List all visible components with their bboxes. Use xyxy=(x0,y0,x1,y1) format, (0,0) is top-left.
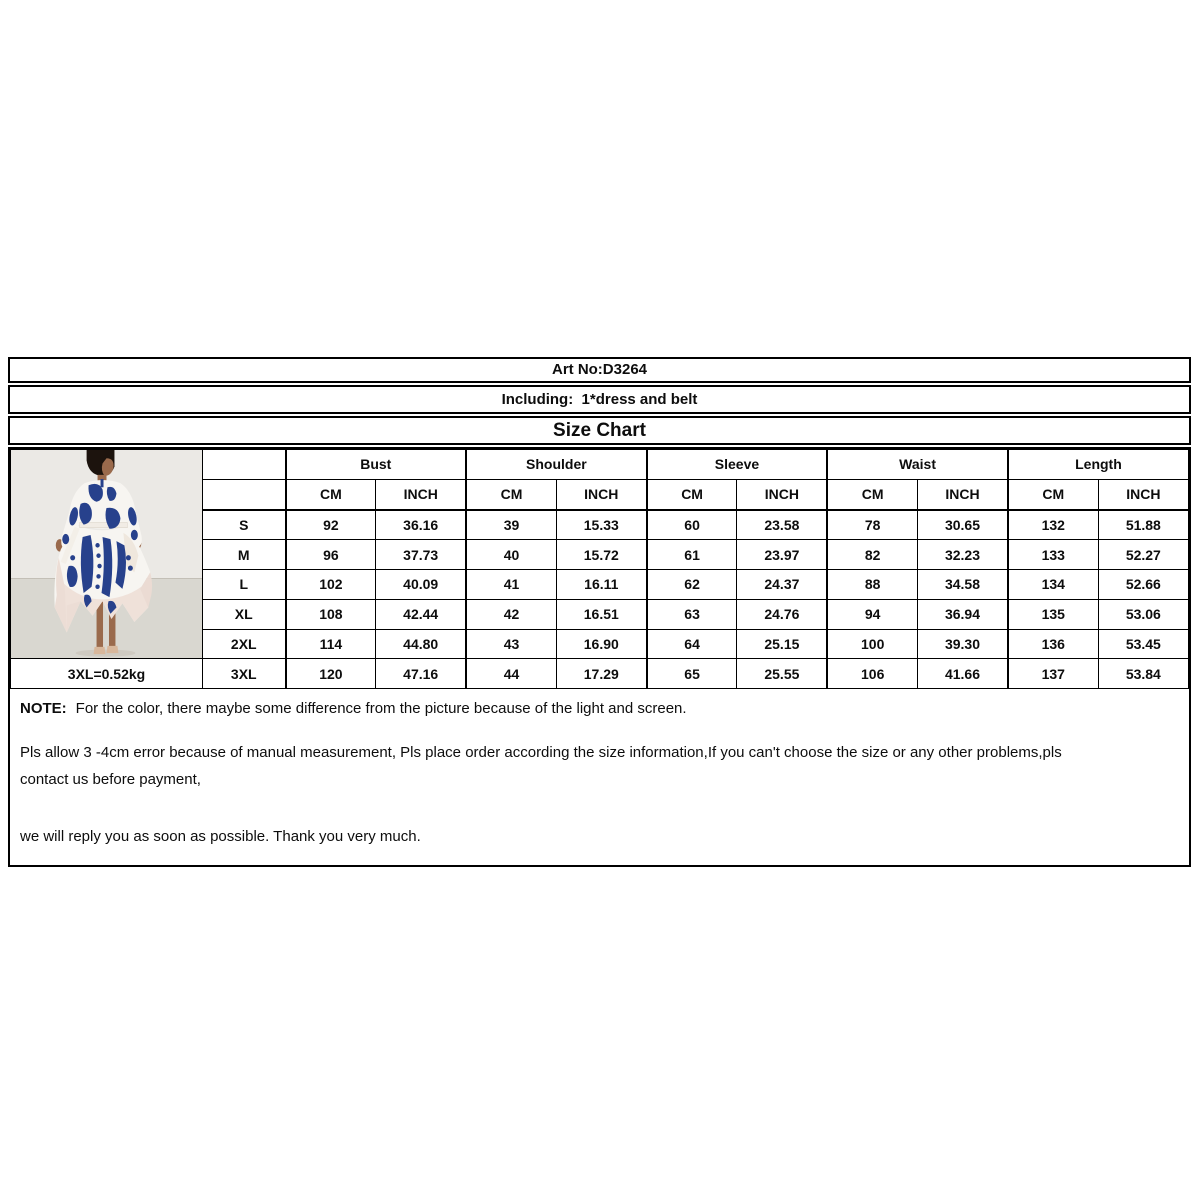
unit-header-cm: CM xyxy=(647,479,737,509)
value-cell: 61 xyxy=(647,540,737,570)
value-cell: 132 xyxy=(1008,510,1098,540)
value-cell: 34.58 xyxy=(918,570,1008,600)
value-cell: 120 xyxy=(286,659,376,689)
size-table-body xyxy=(11,450,1189,689)
value-cell: 53.06 xyxy=(1098,599,1188,629)
value-cell: 52.27 xyxy=(1098,540,1188,570)
value-cell: 53.45 xyxy=(1098,629,1188,659)
size-label-cell: L xyxy=(203,570,286,600)
value-cell: 42 xyxy=(466,599,556,629)
column-group-shoulder: Shoulder xyxy=(466,450,647,480)
size-chart-title: Size Chart xyxy=(8,416,1191,445)
value-cell: 136 xyxy=(1008,629,1098,659)
unit-header-inch: INCH xyxy=(1098,479,1188,509)
value-cell: 94 xyxy=(827,599,917,629)
value-cell: 62 xyxy=(647,570,737,600)
value-cell: 47.16 xyxy=(376,659,466,689)
unit-header-cm: CM xyxy=(1008,479,1098,509)
value-cell: 41.66 xyxy=(918,659,1008,689)
value-cell: 32.23 xyxy=(918,540,1008,570)
including-title: Including: 1*dress and belt xyxy=(8,385,1191,414)
column-group-bust: Bust xyxy=(286,450,467,480)
value-cell: 16.11 xyxy=(556,570,646,600)
size-label-cell: 2XL xyxy=(203,629,286,659)
size-table xyxy=(10,449,1189,689)
value-cell: 36.94 xyxy=(918,599,1008,629)
reply-note: we will reply you as soon as possible. Thank you very much. xyxy=(20,828,421,845)
size-label-cell: M xyxy=(203,540,286,570)
value-cell: 36.16 xyxy=(376,510,466,540)
product-photo xyxy=(11,450,202,658)
size-table-box xyxy=(8,447,1191,867)
value-cell: 16.90 xyxy=(556,629,646,659)
dress-model-illustration xyxy=(11,450,202,658)
unit-header-cm: CM xyxy=(827,479,917,509)
unit-header-inch: INCH xyxy=(556,479,646,509)
product-photo-cell xyxy=(11,450,203,659)
value-cell: 41 xyxy=(466,570,556,600)
value-cell: 40 xyxy=(466,540,556,570)
empty-header-cell xyxy=(203,479,286,509)
empty-header-cell xyxy=(203,450,286,480)
value-cell: 133 xyxy=(1008,540,1098,570)
value-cell: 65 xyxy=(647,659,737,689)
value-cell: 24.37 xyxy=(737,570,827,600)
unit-header-inch: INCH xyxy=(376,479,466,509)
table-row xyxy=(11,659,1189,689)
unit-header-inch: INCH xyxy=(737,479,827,509)
value-cell: 15.72 xyxy=(556,540,646,570)
value-cell: 43 xyxy=(466,629,556,659)
value-cell: 23.58 xyxy=(737,510,827,540)
value-cell: 39 xyxy=(466,510,556,540)
value-cell: 137 xyxy=(1008,659,1098,689)
size-chart-sheet xyxy=(8,357,1191,867)
unit-header-inch: INCH xyxy=(918,479,1008,509)
weight-note-cell: 3XL=0.52kg xyxy=(11,659,203,689)
unit-header-cm: CM xyxy=(466,479,556,509)
value-cell: 92 xyxy=(286,510,376,540)
value-cell: 102 xyxy=(286,570,376,600)
art-no-title: Art No:D3264 xyxy=(8,357,1191,383)
measurement-note xyxy=(20,739,1179,793)
value-cell: 16.51 xyxy=(556,599,646,629)
color-note xyxy=(20,699,1179,719)
value-cell: 15.33 xyxy=(556,510,646,540)
value-cell: 23.97 xyxy=(737,540,827,570)
value-cell: 51.88 xyxy=(1098,510,1188,540)
value-cell: 52.66 xyxy=(1098,570,1188,600)
measurement-note-line1: Pls allow 3 -4cm error because of manual measurement, Pls place order according the size information,If you can't choose the size or any other problems,pls xyxy=(20,744,1062,761)
value-cell: 25.55 xyxy=(737,659,827,689)
value-cell: 63 xyxy=(647,599,737,629)
value-cell: 53.84 xyxy=(1098,659,1188,689)
value-cell: 96 xyxy=(286,540,376,570)
value-cell: 82 xyxy=(827,540,917,570)
value-cell: 134 xyxy=(1008,570,1098,600)
column-group-waist: Waist xyxy=(827,450,1008,480)
value-cell: 40.09 xyxy=(376,570,466,600)
value-cell: 135 xyxy=(1008,599,1098,629)
value-cell: 78 xyxy=(827,510,917,540)
value-cell: 42.44 xyxy=(376,599,466,629)
value-cell: 25.15 xyxy=(737,629,827,659)
size-label-cell: S xyxy=(203,510,286,540)
value-cell: 60 xyxy=(647,510,737,540)
value-cell: 106 xyxy=(827,659,917,689)
value-cell: 64 xyxy=(647,629,737,659)
value-cell: 44.80 xyxy=(376,629,466,659)
size-label-cell: XL xyxy=(203,599,286,629)
value-cell: 39.30 xyxy=(918,629,1008,659)
value-cell: 37.73 xyxy=(376,540,466,570)
value-cell: 100 xyxy=(827,629,917,659)
value-cell: 114 xyxy=(286,629,376,659)
value-cell: 24.76 xyxy=(737,599,827,629)
group-header-row xyxy=(11,450,1189,480)
notes-section xyxy=(10,689,1189,865)
value-cell: 30.65 xyxy=(918,510,1008,540)
column-group-sleeve: Sleeve xyxy=(647,450,828,480)
measurement-note-line2: contact us before payment, xyxy=(20,771,201,788)
note-text: For the color, there maybe some difference from the picture because of the light and screen. xyxy=(75,700,687,717)
unit-header-cm: CM xyxy=(286,479,376,509)
column-group-length: Length xyxy=(1008,450,1189,480)
note-label: NOTE: xyxy=(20,700,67,717)
value-cell: 108 xyxy=(286,599,376,629)
value-cell: 88 xyxy=(827,570,917,600)
value-cell: 44 xyxy=(466,659,556,689)
size-label-cell: 3XL xyxy=(203,659,286,689)
value-cell: 17.29 xyxy=(556,659,646,689)
